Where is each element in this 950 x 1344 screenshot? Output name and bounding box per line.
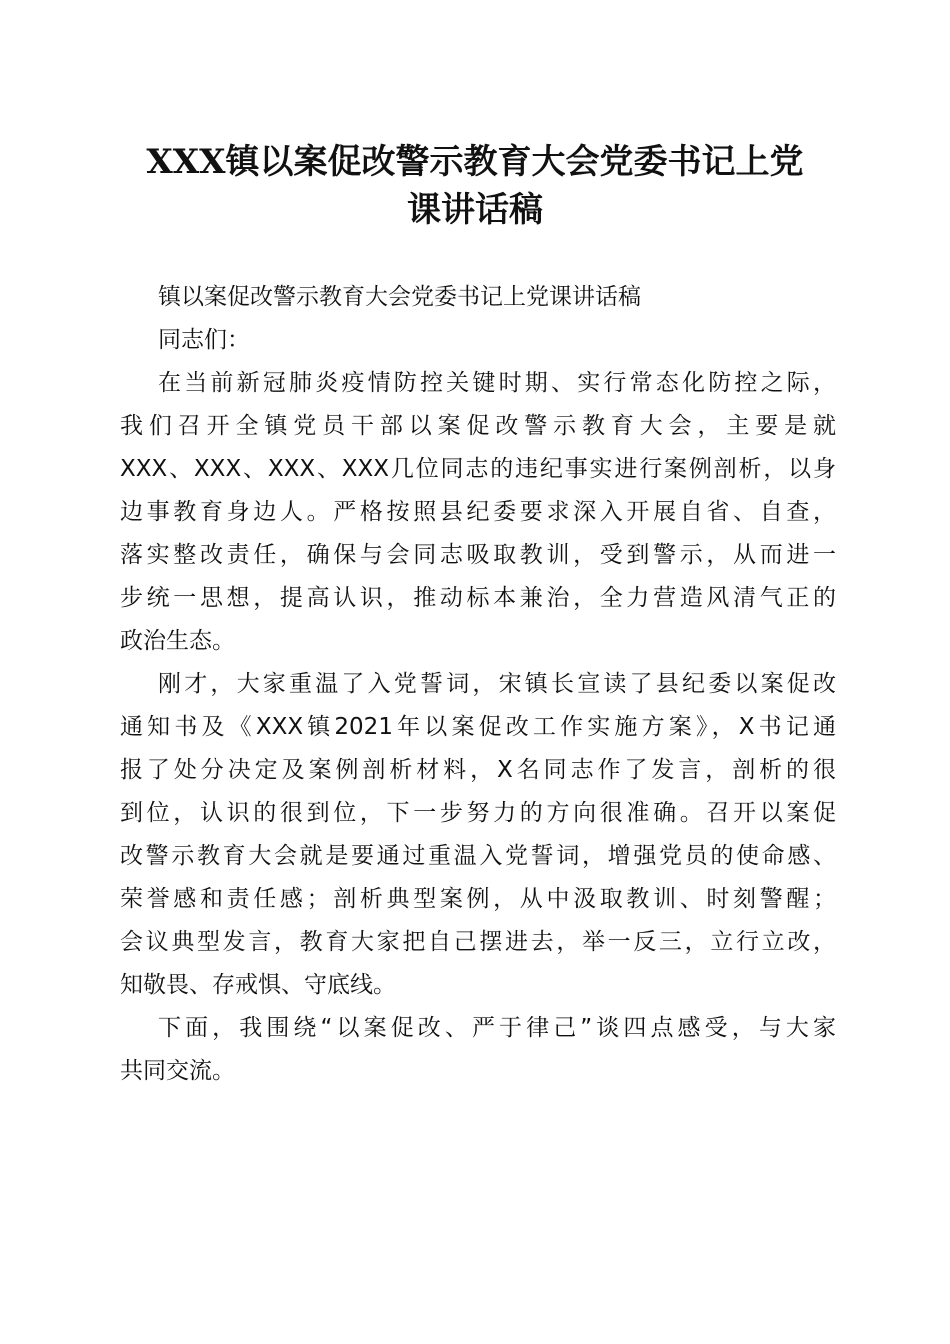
paragraph-subtitle <box>120 276 836 319</box>
text-line: 在当前新冠肺炎疫情防控关键时期、实行常态化防控之际， <box>158 370 836 396</box>
text-line: 改警示教育大会就是要通过重温入党誓词，增强党员的使命感、 <box>120 843 836 869</box>
text-line: 会议典型发言，教育大家把自己摆进去，举一反三，立行立改， <box>120 929 836 955</box>
text-line: 同志们： <box>158 327 250 353</box>
paragraph-closing <box>120 1007 836 1093</box>
paragraph-intro <box>120 362 836 663</box>
text-line: 边事教育身边人。严格按照县纪委要求深入开展自省、自查， <box>120 499 836 525</box>
document-body <box>120 276 836 1093</box>
text-line: 下面，我围绕“以案促改、严于律己”谈四点感受，与大家 <box>158 1015 836 1041</box>
text-line: 政治生态。 <box>120 628 235 654</box>
text-line: 镇以案促改警示教育大会党委书记上党课讲话稿 <box>158 284 641 310</box>
text-line: 步统一思想，提高认识，推动标本兼治，全力营造风清气正的 <box>120 585 836 611</box>
text-line: 荣誉感和责任感；剖析典型案例，从中汲取教训、时刻警醒； <box>120 886 836 912</box>
text-line: 通知书及《XXX镇2021年以案促改工作实施方案》，X书记通 <box>120 714 836 740</box>
document-title <box>100 138 850 234</box>
paragraph-review <box>120 663 836 1007</box>
text-line: 我们召开全镇党员干部以案促改警示教育大会，主要是就 <box>120 413 836 439</box>
text-line: 刚才，大家重温了入党誓词，宋镇长宣读了县纪委以案促改 <box>158 671 836 697</box>
text-line: 到位，认识的很到位，下一步努力的方向很准确。召开以案促 <box>120 800 836 826</box>
text-line: 知敬畏、存戒惧、守底线。 <box>120 972 396 998</box>
text-line: 落实整改责任，确保与会同志吸取教训，受到警示，从而进一 <box>120 542 836 568</box>
text-line: XXX、XXX、XXX、XXX几位同志的违纪事实进行案例剖析，以身 <box>120 456 836 482</box>
text-line: 共同交流。 <box>120 1058 235 1084</box>
paragraph-salutation <box>120 319 836 362</box>
text-line: 报了处分决定及案例剖析材料，X名同志作了发言，剖析的很 <box>120 757 836 783</box>
title-line: 课讲话稿 <box>407 190 543 230</box>
title-line: XXX镇以案促改警示教育大会党委书记上党 <box>146 142 804 182</box>
